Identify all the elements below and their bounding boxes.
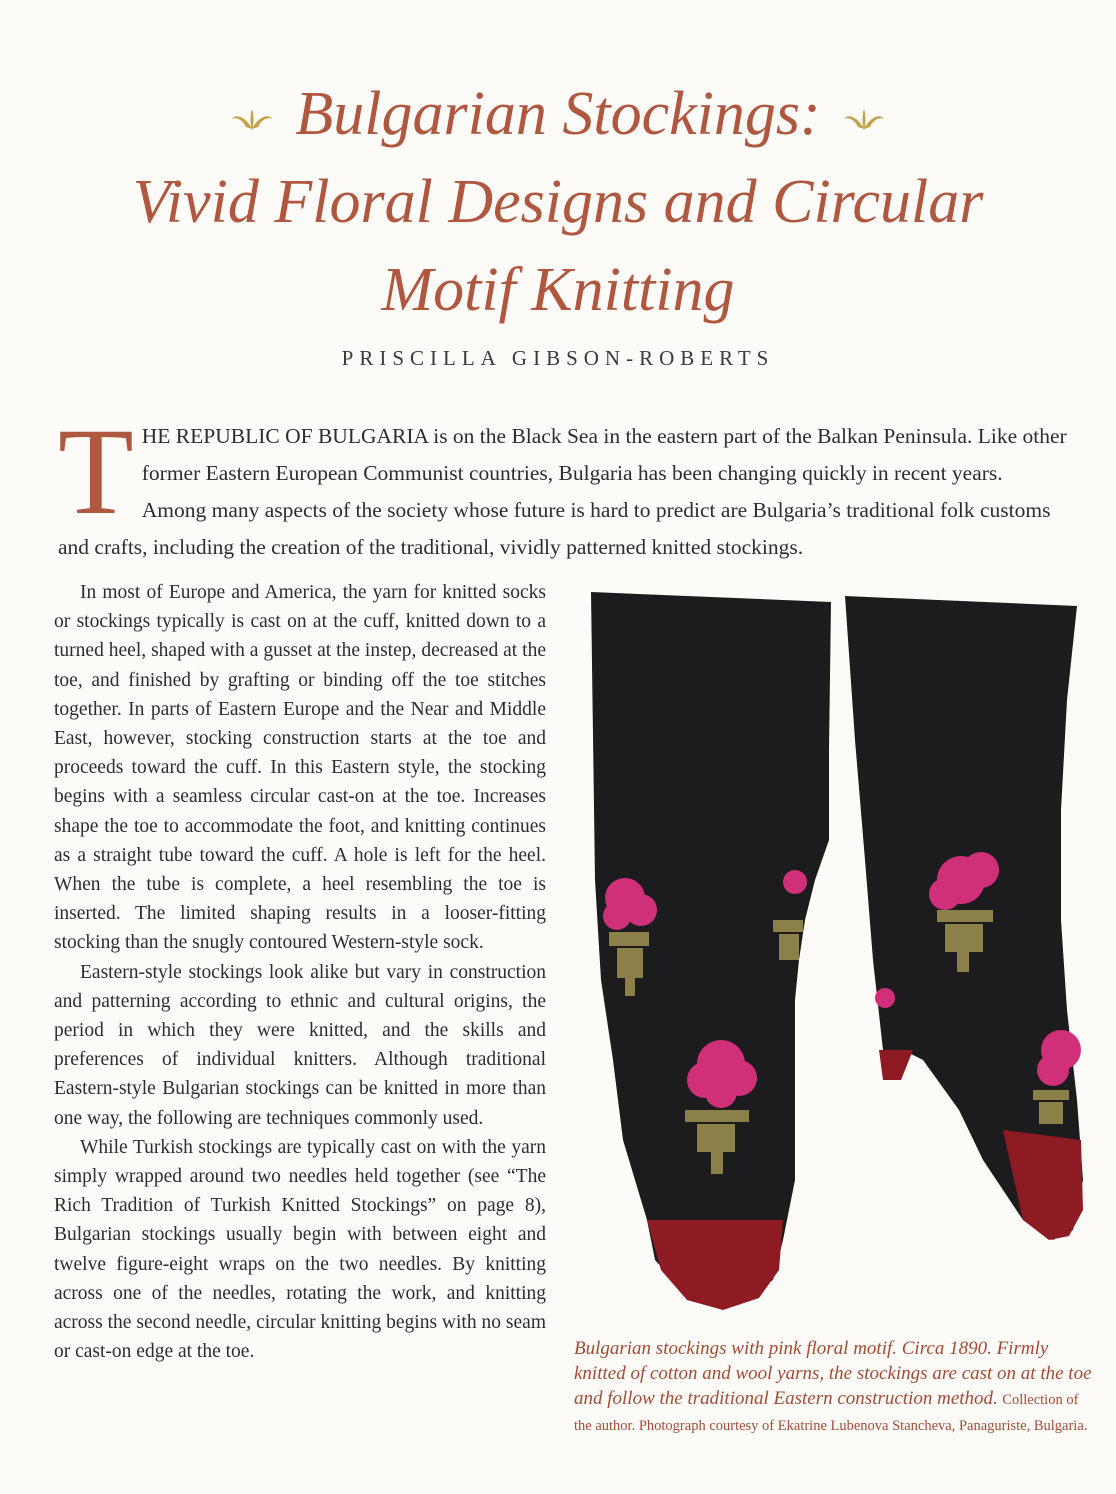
body-paragraph: While Turkish stockings are typically cast on with the yarn simply wrapped around two needles held together (see “The Rich Tradition of Turkish Knitted Stockings” on page 8), Bulgarian stockings usually begin with between eight and twelve figure-eight wraps on the two needles. By knitting across one of the needles, rotating the work, and knitting across the second needle, circular knitting begins with no seam or cast-on edge at the toe. [54, 1136, 546, 1363]
drop-cap: T [58, 403, 134, 540]
author-byline: PRISCILLA GIBSON-ROBERTS [341, 346, 775, 370]
body-paragraph: In most of Europe and America, the yarn for knitted socks or stockings typically is cast on at the cuff, knitted down to a turned heel, shaped with a gusset at the instep, decreased at the toe, and finished by grafting or binding off the toe stitches together. In parts of Eastern Europe and the Near and Middle East, however, stocking construction starts at the toe and proceeds toward the cuff. In this Eastern style, the stocking begins with a seamless circular cast-on at the toe. Increases shape the toe to accommodate the foot, and knitting continues as a straight tube toward the cuff. A hole is left for the heel. When the tube is complete, a heel resembling the toe is inserted. The limited shaping results in a looser-fitting stocking than the snugly contoured Western-style sock. [54, 582, 546, 954]
body-paragraph: Eastern-style stockings look alike but vary in construction and patterning according to ethnic and cultural origins, the period in which they were knitted, and the skills and preferences of individual knitters. Although traditional Eastern-style Bulgarian stockings can be knitted in more than one way, the following are techniques commonly used. [54, 961, 546, 1129]
fleuron-icon [842, 107, 886, 133]
lede-text: HE REPUBLIC OF BULGARIA is on the Black Sea in the eastern part of the Balkan Peninsula. Like other former Eastern European Communist countries, Bulgaria has been changing quickly in recent years. Among many aspects of the society whose future is hard to predict are Bulgaria’s traditional folk customs and crafts, including the creation of the traditional, vividly patterned knitted stockings. [58, 424, 1067, 559]
caption-credit: Collection of the author. Photograph courtesy of Ekatrine Lubenova Stancheva, Panaguriste, Bulgaria. [574, 1392, 1088, 1434]
body-column [54, 578, 546, 1366]
stockings-photo [583, 580, 1093, 1320]
title-line-1: Bulgarian Stockings: [0, 70, 1116, 158]
caption-description: Bulgarian stockings with pink floral motif. Circa 1890. Firmly knitted of cotton and wool yarns, the stockings are cast on at the toe and follow the traditional Eastern construction method. [574, 1338, 1092, 1409]
photo-caption [574, 1336, 1094, 1438]
article-title [0, 70, 1116, 334]
lede-paragraph [58, 403, 1070, 566]
title-line-3: Motif Knitting [381, 256, 735, 324]
title-line-2: Vivid Floral Designs and Circular [132, 168, 984, 236]
fleuron-icon [230, 107, 274, 133]
